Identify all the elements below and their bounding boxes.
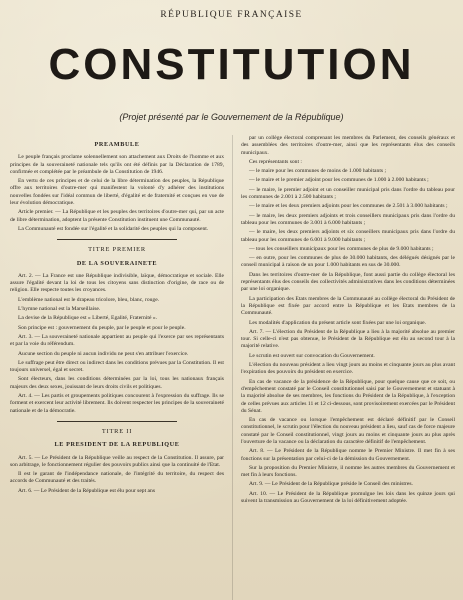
article-6-list-item: — en outre, pour les communes de plus de 30.000 habitants, des délégués désignés par le conseil municipal à raison de un pour 1.000 habitants en sus de 30.000. xyxy=(241,255,455,269)
article-2-paragraph: L'emblème national est le drapeau tricolore, bleu, blanc, rouge. xyxy=(18,296,160,303)
article-6-list-item: — le maire et les deux premiers adjoints pour les communes de 2.501 à 3.000 habitants ; xyxy=(249,203,448,210)
article-6-paragraph: Ces représentants sont : xyxy=(249,158,302,165)
document-subtitle: (Projet présenté par le Gouvernement de la République) xyxy=(119,112,344,122)
preamble-paragraph: La Communauté est fondée sur l'égalité et la solidarité des peuples qui la composent. xyxy=(18,225,209,232)
section-divider xyxy=(57,239,177,240)
article-7-paragraph: En cas de vacance ou lorsque l'empêchement est déclaré définitif par le Conseil constitutionnel, le scrutin pour l'élection du nouveau président a lieu, sauf cas de force majeure constaté par le Conseil constitutionnel, vingt jours au moins et cinquante jours au plus après l'ouverture de la vacance ou la déclaration du caractère définitif de l'empêchement. xyxy=(241,417,455,445)
article-5-paragraph: Il est le garant de l'indépendance nationale, de l'intégrité du territoire, du respect des accords de Communauté et des traités. xyxy=(10,471,224,485)
article-6-list-item: — le maire pour les communes de moins de 1.000 habitants ; xyxy=(249,168,387,175)
article-2: Art. 2. — La France est une République indivisible, laïque, démocratique et sociale. Elle assure l'égalité devant la loi de tous les citoyens sans distinction d'origine, de race ou de religion. Elle respecte toutes les croyances. xyxy=(10,272,224,294)
article-8-paragraph: Sur la proposition du Premier Ministre, il nomme les autres membres du Gouvernement et met fin à leurs fonctions. xyxy=(241,464,455,479)
article-10: Art. 10. — Le Président de la République promulgue les lois dans les quinze jours qui suivent la transmission au Gouvernement de la loi définitivement adoptée. xyxy=(241,490,455,505)
article-3: Art. 3. — La souveraineté nationale appartient au peuple qui l'exerce par ses représentants et par la voie du référendum. xyxy=(10,333,224,348)
preamble-paragraph: Le peuple français proclame solennellement son attachement aux Droits de l'homme et aux principes de la souveraineté nationale tels qu'ils ont été définis par la Déclaration de 1789, confirmée et complétée par le préambule de la Constitution de 1946. xyxy=(10,154,224,175)
column-divider xyxy=(232,135,233,600)
section-divider xyxy=(57,421,177,422)
article-8: Art. 8. — Le Président de la République nomme le Premier Ministre. Il met fin à ses fonctions sur la présentation par celui-ci de la démission du Gouvernement. xyxy=(241,448,455,462)
article-5: Art. 5. — Le Président de la République veille au respect de la Constitution. Il assure, par son arbitrage, le fonctionnement régulier des pouvoirs publics ainsi que la continuité de l'Etat. xyxy=(10,454,224,468)
title-1-heading: TITRE PREMIER xyxy=(88,246,146,254)
document-title: CONSTITUTION xyxy=(48,40,415,89)
title-1-name: DE LA SOUVERAINETE xyxy=(76,259,158,267)
article-7-paragraph: L'élection du nouveau président a lieu vingt jours au moins et cinquante jours au plus avant l'expiration des pouvoirs du président en exercice. xyxy=(241,362,455,376)
article-2-paragraph: Son principe est : gouvernement du peuple, par le peuple et pour le peuple. xyxy=(18,324,186,331)
article-3-paragraph: Le suffrage peut être direct ou indirect dans les conditions prévues par la Constitution. Il est toujours universel, égal et secret. xyxy=(10,359,224,374)
article-1: Article premier. — La République et les peuples des territoires d'outre-mer qui, par un acte de libre détermination, adoptent la présente Constitution instituent une Communauté. xyxy=(10,209,224,223)
article-6-list-item: — tous les conseillers municipaux pour les communes de plus de 9.000 habitants ; xyxy=(249,245,434,252)
article-6-paragraph: par un collège électoral comprenant les membres du Parlement, des conseils généraux et des assemblées des territoires d'outre-mer, ainsi que les représentants élus des conseils municipaux. xyxy=(241,135,455,156)
title-2-heading: TITRE II xyxy=(101,427,133,435)
article-6-paragraph: Les modalités d'application du présent article sont fixées par une loi organique. xyxy=(249,319,427,326)
article-6-list-item: — le maire et le premier adjoint pour les communes de 1.000 à 2.000 habitants ; xyxy=(249,177,429,184)
article-3-paragraph: Sont électeurs, dans les conditions déterminées par la loi, tous les nationaux français majeurs des deux sexes, jouissant de leurs droits civils et politiques. xyxy=(10,376,224,390)
article-7-paragraph: Le scrutin est ouvert sur convocation du Gouvernement. xyxy=(249,352,375,359)
article-6-list-item: — le maire, les deux premiers adjoints et six conseillers municipaux pris dans l'ordre du tableau pour les communes de 6.001 à 9.000 habitants ; xyxy=(241,229,455,243)
article-2-paragraph: La devise de la République est « Liberté, Egalité, Fraternité ». xyxy=(18,315,158,322)
article-6-list-item: — le maire, le premier adjoint et un conseiller municipal pris dans l'ordre du tableau pour les communes de 2.001 à 2.500 habitants ; xyxy=(241,186,455,201)
article-6-paragraph: Dans les territoires d'outre-mer de la République, font aussi partie du collège électoral les représentants élus des conseils des collectivités administratives dans les conditions déterminées par une loi organique. xyxy=(241,271,455,293)
preamble-paragraph: En vertu de ces principes et de celui de la libre détermination des peuples, la République offre aux territoires d'outre-mer qui manifestent la volonté d'y adhérer des institutions nouvelles fondées sur l'idéal commun de liberté, d'égalité et de fraternité et conçues en vue de leur évolution démocratique. xyxy=(10,178,224,207)
article-6-list-item: — le maire, les deux premiers adjoints et trois conseillers municipaux pris dans l'ordre du tableau pour les communes de 3.001 à 6.000 habitants ; xyxy=(241,212,455,226)
right-column xyxy=(241,135,455,600)
article-3-paragraph: Aucune section du peuple ni aucun individu ne peut s'en attribuer l'exercice. xyxy=(18,350,189,357)
article-2-paragraph: L'hymne national est la Marseillaise. xyxy=(18,306,101,313)
article-4: Art. 4. — Les partis et groupements politiques concourent à l'expression du suffrage. Ils se forment et exercent leur activité librement. Ils doivent respecter les principes de la souveraineté nationale et de la démocratie. xyxy=(10,393,224,414)
title-2-name: LE PRESIDENT DE LA REPUBLIQUE xyxy=(54,441,180,449)
article-7-paragraph: En cas de vacance de la présidence de la République, pour quelque cause que ce soit, ou d'empêchement constaté par le Conseil constitutionnel saisi par le Gouvernement et statuant à la majorité absolue de ses membres, les fonctions du Président de la République, à l'exception de celles prévues aux articles 11 et 12 ci-dessous, sont provisoirement exercées par le Président du Sénat. xyxy=(241,378,455,414)
article-6: Art. 6. — Le Président de la République est élu pour sept ans xyxy=(18,487,156,494)
article-6-paragraph: La participation des Etats membres de la Communauté au collège électoral du Président de la République est fixée par accord entre la République et les Etats membres de la Communauté. xyxy=(241,295,455,317)
article-9: Art. 9. — Le Président de la République préside le Conseil des ministres. xyxy=(249,481,413,488)
preamble-heading: PREAMBULE xyxy=(94,141,140,148)
header-republic: RÉPUBLIQUE FRANÇAISE xyxy=(160,10,303,20)
left-column xyxy=(10,135,224,600)
article-7: Art. 7. — L'élection du Président de la République a lieu à la majorité absolue au premier tour. Si celle-ci n'est pas obtenue, le Président de la République est élu au second tour à la majorité relative. xyxy=(241,328,455,350)
